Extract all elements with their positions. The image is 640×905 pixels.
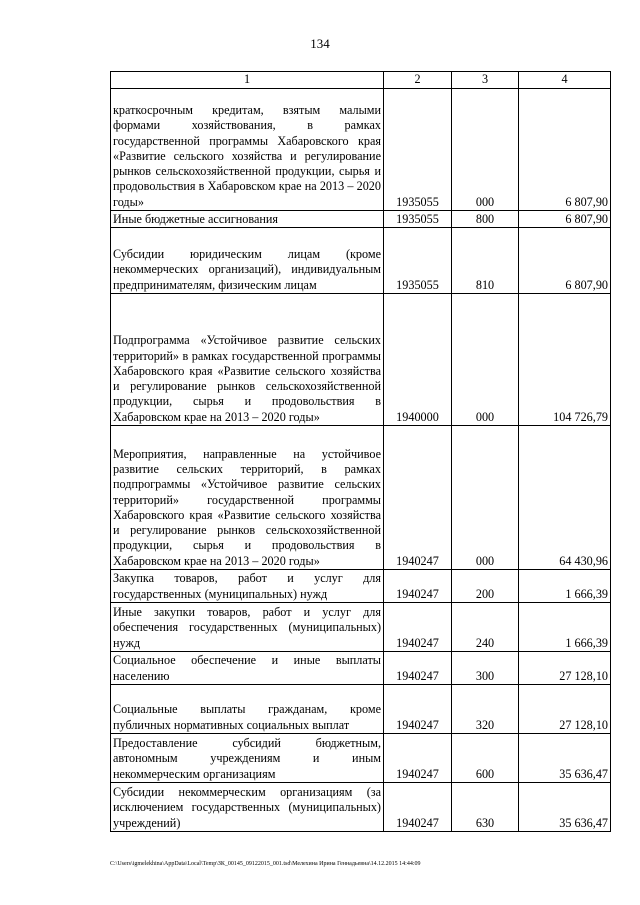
row-description: Закупка товаров, работ и услуг для государственных (муниципальных) нужд [111,570,384,603]
row-code: 1935055 [384,228,452,294]
row-description: Субсидии юридическим лицам (кроме некоммерческих организаций), индивидуальным предпринимателям, физическим лицам [111,228,384,294]
row-amount: 1 666,39 [519,570,611,603]
table-row [111,603,611,652]
row-amount: 6 807,90 [519,228,611,294]
row-description: Социальные выплаты гражданам, кроме публичных нормативных социальных выплат [111,685,384,734]
column-header-description: 1 [111,72,384,89]
row-code: 1940247 [384,426,452,570]
table-row [111,652,611,685]
row-code: 1935055 [384,89,452,211]
row-description: Предоставление субсидий бюджетным, автономным учреждениям и иным некоммерческим организациям [111,734,384,783]
table-row [111,734,611,783]
page-number: 134 [310,36,330,51]
row-type: 600 [452,734,519,783]
table-row [111,783,611,832]
table-row [111,685,611,734]
row-type: 000 [452,426,519,570]
table-row [111,89,611,211]
row-amount: 104 726,79 [519,294,611,426]
row-code: 1940000 [384,294,452,426]
row-amount: 64 430,96 [519,426,611,570]
table-row [111,228,611,294]
column-header-amount: 4 [519,72,611,89]
row-amount: 1 666,39 [519,603,611,652]
column-header-type: 3 [452,72,519,89]
row-code: 1940247 [384,570,452,603]
row-type: 240 [452,603,519,652]
row-amount: 6 807,90 [519,89,611,211]
table-row [111,426,611,570]
row-description: Мероприятия, направленные на устойчивое развитие сельских территорий, в рамках подпрограммы «Устойчивое развитие сельских территорий» государственной программы Хабаровского края «Развитие сельского хозяйства и регулирование рынков сельскохозяйственной продукции, сырья и продовольствия в Хабаровском крае на 2013 – 2020 годы» [111,426,384,570]
row-description: Субсидии некоммерческим организациям (за исключением государственных (муниципальных) учреждений) [111,783,384,832]
footer-file-path: C:\Users\igmelekhina\AppData\Local\Temp\ЗК_00145_09122015_001.tsd\Мелехина Ирина Геннадьевна\14.12.2015 14:44:09 [110,861,421,867]
row-code: 1940247 [384,652,452,685]
table-row [111,211,611,228]
row-description: краткосрочным кредитам, взятым малыми формами хозяйствования, в рамках государственной программы Хабаровского края «Развитие сельского хозяйства и регулирование рынков сельскохозяйственной продукции, сырья и продовольствия в Хабаровском крае на 2013 – 2020 годы» [111,89,384,211]
row-description: Подпрограмма «Устойчивое развитие сельских территорий» в рамках государственной программы Хабаровского края «Развитие сельского хозяйства и регулирование рынков сельскохозяйственной продукции, сырья и продовольствия в Хабаровском крае на 2013 – 2020 годы» [111,294,384,426]
table-header-row [111,72,611,89]
row-type: 000 [452,89,519,211]
row-amount: 27 128,10 [519,652,611,685]
row-amount: 6 807,90 [519,211,611,228]
row-code: 1940247 [384,603,452,652]
row-code: 1940247 [384,734,452,783]
row-type: 810 [452,228,519,294]
row-amount: 35 636,47 [519,734,611,783]
row-type: 630 [452,783,519,832]
column-header-code: 2 [384,72,452,89]
row-type: 800 [452,211,519,228]
row-amount: 35 636,47 [519,783,611,832]
row-type: 300 [452,652,519,685]
row-type: 200 [452,570,519,603]
row-description: Социальное обеспечение и иные выплаты населению [111,652,384,685]
row-type: 000 [452,294,519,426]
budget-table [110,71,611,832]
row-code: 1940247 [384,783,452,832]
row-amount: 27 128,10 [519,685,611,734]
row-code: 1935055 [384,211,452,228]
row-type: 320 [452,685,519,734]
row-description: Иные бюджетные ассигнования [111,211,384,228]
row-code: 1940247 [384,685,452,734]
table-row [111,570,611,603]
row-description: Иные закупки товаров, работ и услуг для обеспечения государственных (муниципальных) нужд [111,603,384,652]
table-row [111,294,611,426]
